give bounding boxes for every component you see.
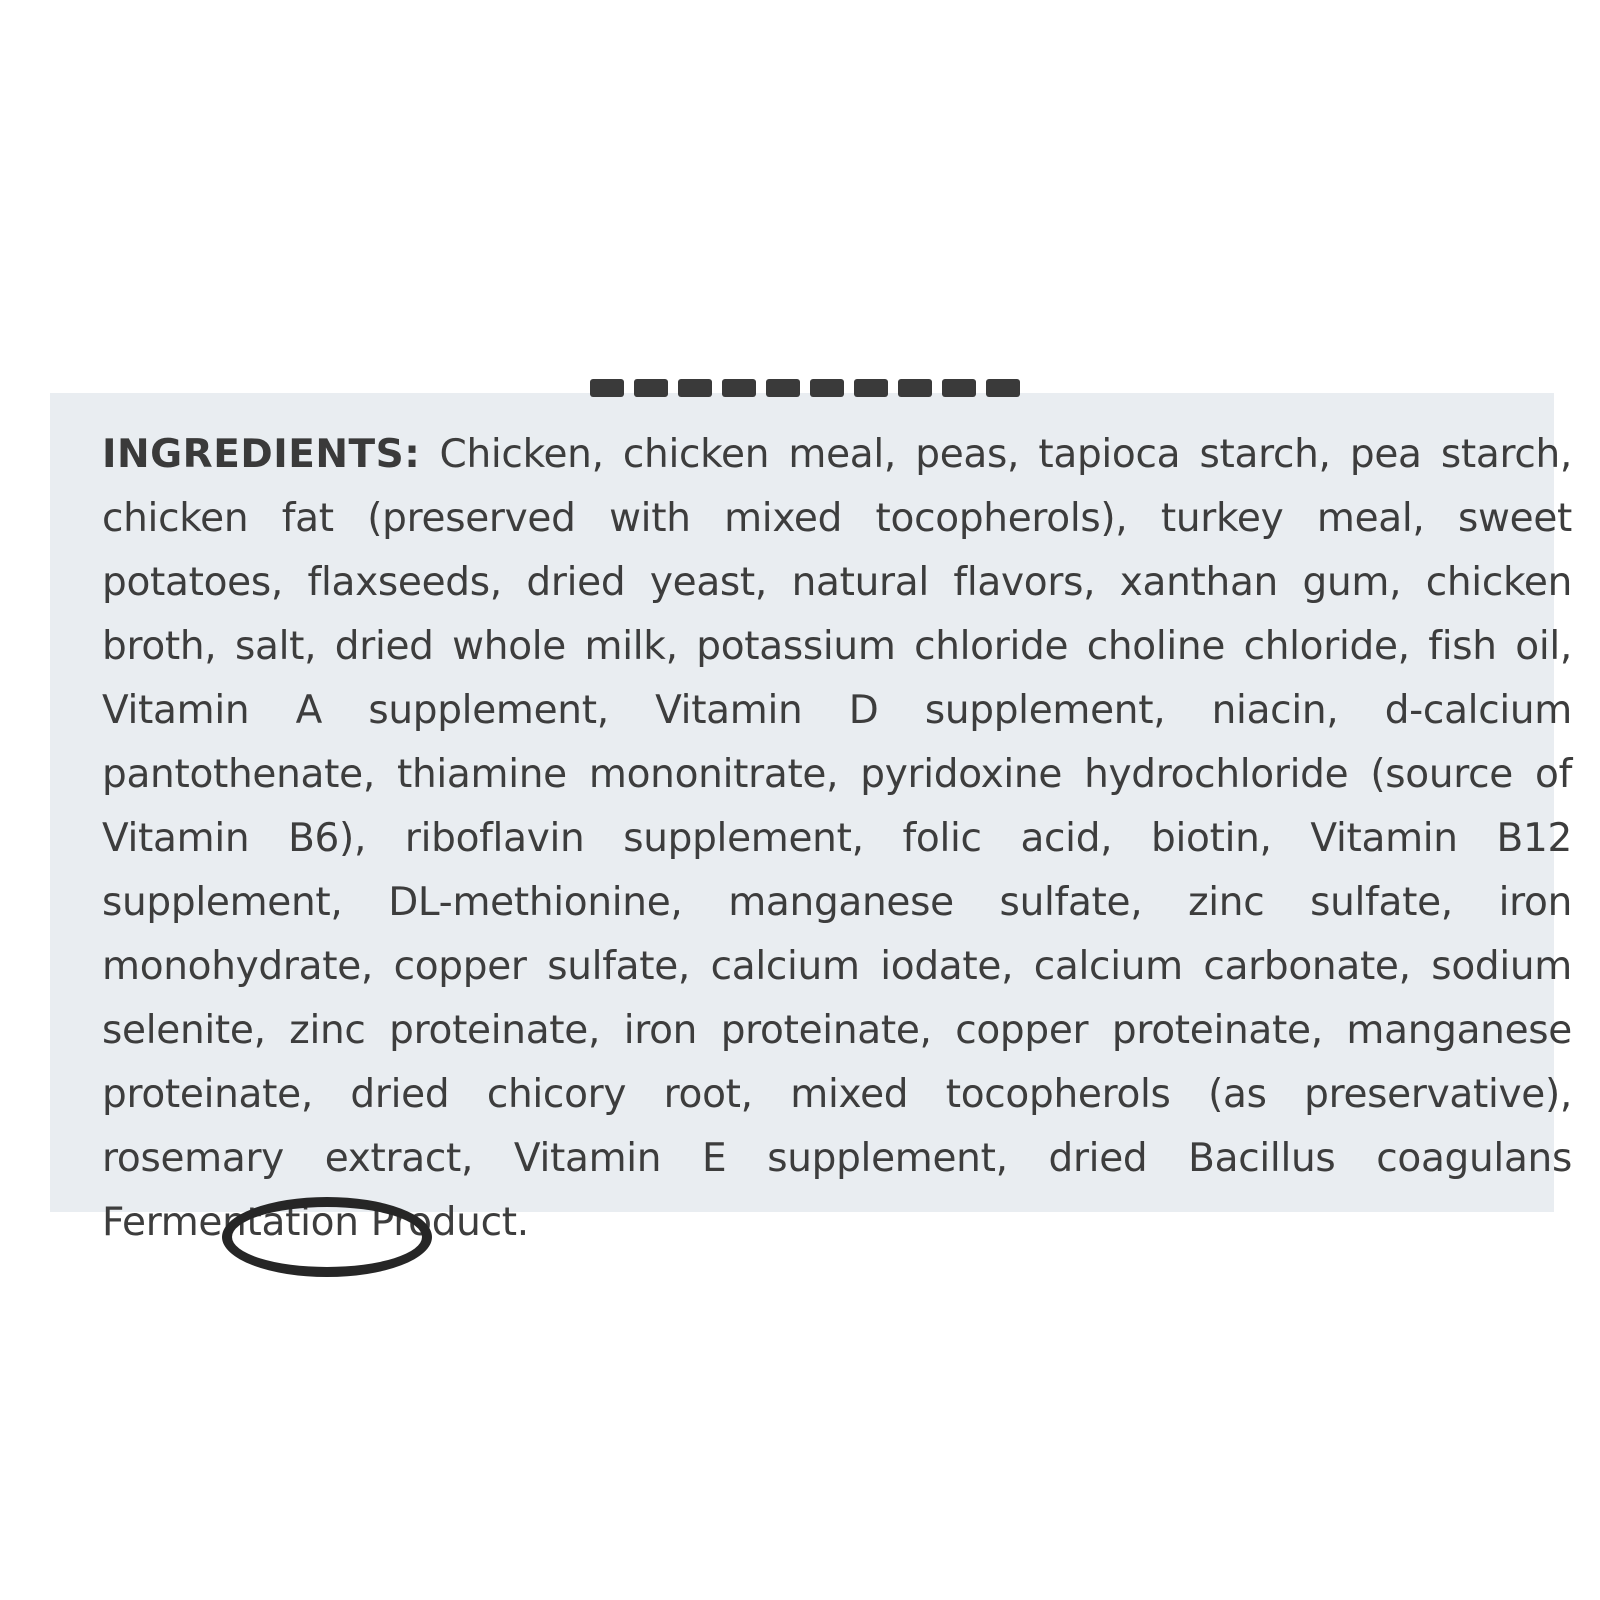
seal-logo-partial: [222, 1197, 432, 1277]
ingredients-block: [102, 423, 1572, 1255]
ingredients-paragraph: [102, 423, 1572, 1255]
cropped-heading-text: [590, 379, 1020, 397]
ingredients-label-panel: [50, 393, 1572, 1245]
ingredients-heading: INGREDIENTS:: [102, 432, 421, 477]
ingredients-list: Chicken, chicken meal, peas, tapioca starch, pea starch, chicken fat (preserved with mixed tocopherols), turkey meal, sweet potatoes, flaxseeds, dried yeast, natural flavors, xanthan gum, chicken broth, salt, dried whole milk, potassium chloride choline chloride, fish oil, Vitamin A supplement, Vitamin D supplement, niacin, d-calcium pantothenate, thiamine mononitrate, pyridoxine hydrochloride (source of Vitamin B6), riboflavin supplement, folic acid, biotin, Vitamin B12 supplement, DL-methionine, manganese sulfate, zinc sulfate, iron monohydrate, copper sulfate, calcium iodate, calcium carbonate, sodium selenite, zinc proteinate, iron proteinate, copper proteinate, manganese proteinate, dried chicory root, mixed tocopherols (as preservative), rosemary extract, Vitamin E supplement, dried Bacillus coagulans Fermentation Product.: [102, 432, 1572, 1245]
